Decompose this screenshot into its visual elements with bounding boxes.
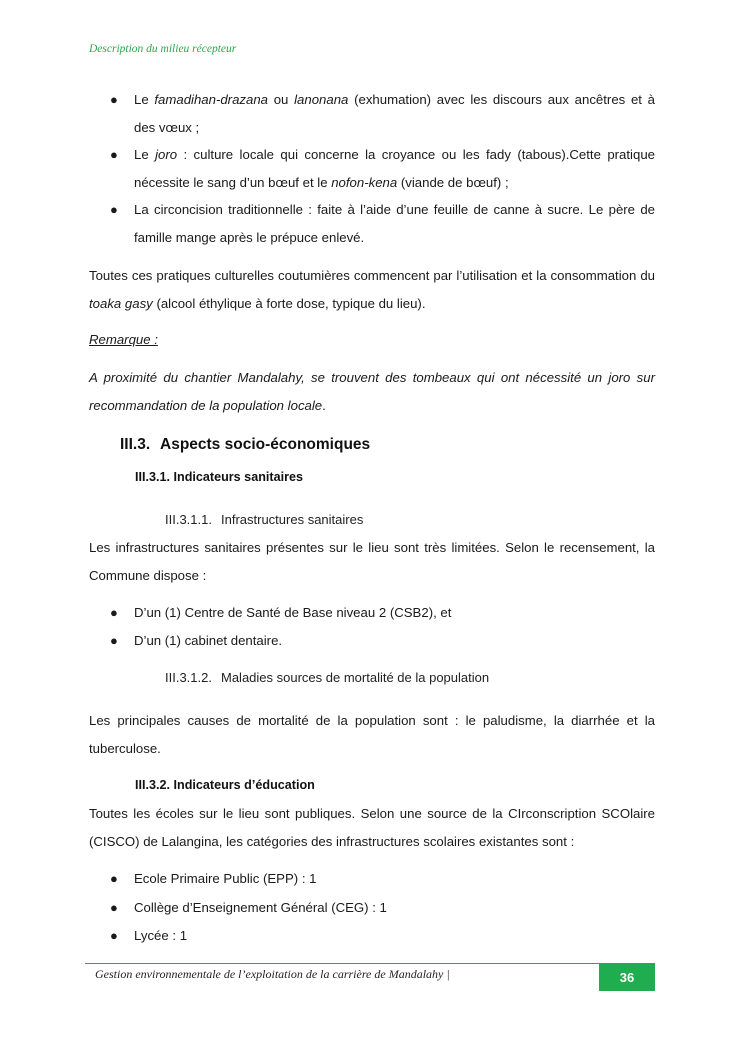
list-item: [108, 196, 655, 251]
running-header: Description du milieu récepteur: [89, 43, 237, 55]
list-item-text: Le famadihan-drazana ou lanonana (exhumation) avec les discours aux ancêtres et à des vœux ;: [134, 92, 655, 135]
list-item: [108, 141, 655, 196]
list-item-text: Le joro : culture locale qui concerne la croyance ou les fady (tabous).Cette pratique nécessite le sang d’un bœuf et le nofon-kena (viande de bœuf) ;: [134, 147, 655, 190]
page-number-badge: [599, 964, 655, 991]
list-item: [108, 894, 655, 922]
list-item: [108, 627, 655, 655]
section-heading-3-3-2: III.3.2. Indicateurs d’éducation: [135, 778, 315, 792]
list-item-text: D’un (1) Centre de Santé de Base niveau 2 (CSB2), et: [134, 605, 452, 620]
emphasis: toaka gasy: [89, 295, 153, 311]
remark-label: Remarque :: [89, 332, 158, 347]
bullet-icon: ●: [110, 928, 118, 943]
section-heading-3-3-1-1: III.3.1.1. Infrastructures sanitaires: [165, 512, 364, 527]
list-item-text: La circoncision traditionnelle : faite à l’aide d’une feuille de canne à sucre. Le père de famille mange après le prépuce enlevé.: [134, 202, 655, 245]
section-heading-3-3-1: III.3.1. Indicateurs sanitaires: [135, 470, 303, 484]
bullet-icon: ●: [110, 871, 118, 886]
paragraph-mortality: Les principales causes de mortalité de la population sont : le paludisme, la diarrhée et la tuberculose.: [89, 713, 655, 756]
emphasis: famadihan-drazana: [154, 92, 269, 107]
emphasis: nofon-kena: [331, 174, 398, 190]
list-item-text: Ecole Primaire Public (EPP) : 1: [134, 871, 317, 886]
list-item: [108, 865, 655, 893]
footer-title: Gestion environnementale de l’exploitation de la carrière de Mandalahy |: [95, 967, 450, 981]
bullet-icon: ●: [110, 92, 118, 107]
list-item: [108, 599, 655, 627]
emphasis: lanonana: [294, 92, 349, 107]
bullet-icon: ●: [110, 605, 118, 620]
paragraph-education: Toutes les écoles sur le lieu sont publiques. Selon une source de la CIrconscription SCOlaire (CISCO) de Lalangina, les catégories des infrastructures scolaires existantes sont :: [89, 806, 655, 849]
bullet-icon: ●: [110, 900, 118, 915]
list-item-text: Lycée : 1: [134, 928, 188, 943]
bullet-icon: ●: [110, 147, 118, 162]
list-item: [108, 86, 655, 141]
remark-text: A proximité du chantier Mandalahy, se trouvent des tombeaux qui ont nécessité un joro sur recommandation de la population locale.: [89, 370, 655, 413]
list-item-text: D’un (1) cabinet dentaire.: [134, 633, 283, 648]
paragraph-culture: Toutes ces pratiques culturelles coutumières commencent par l’utilisation et la consommation du toaka gasy (alcool éthylique à forte dose, typique du lieu).: [89, 268, 655, 311]
bullet-icon: ●: [110, 633, 118, 648]
page-number: 36: [619, 970, 635, 985]
section-heading-3-3: III.3. Aspects socio-économiques: [120, 436, 371, 453]
bullet-icon: ●: [110, 202, 118, 217]
footer-divider: [85, 963, 655, 964]
emphasis: joro: [155, 147, 178, 162]
list-item-text: Collège d’Enseignement Général (CEG) : 1: [134, 900, 387, 915]
paragraph-health-infrastructure: Les infrastructures sanitaires présentes sur le lieu sont très limitées. Selon le recensement, la Commune dispose :: [89, 540, 655, 583]
section-heading-3-3-1-2: III.3.1.2. Maladies sources de mortalité de la population: [165, 670, 490, 685]
list-item: [108, 922, 655, 950]
